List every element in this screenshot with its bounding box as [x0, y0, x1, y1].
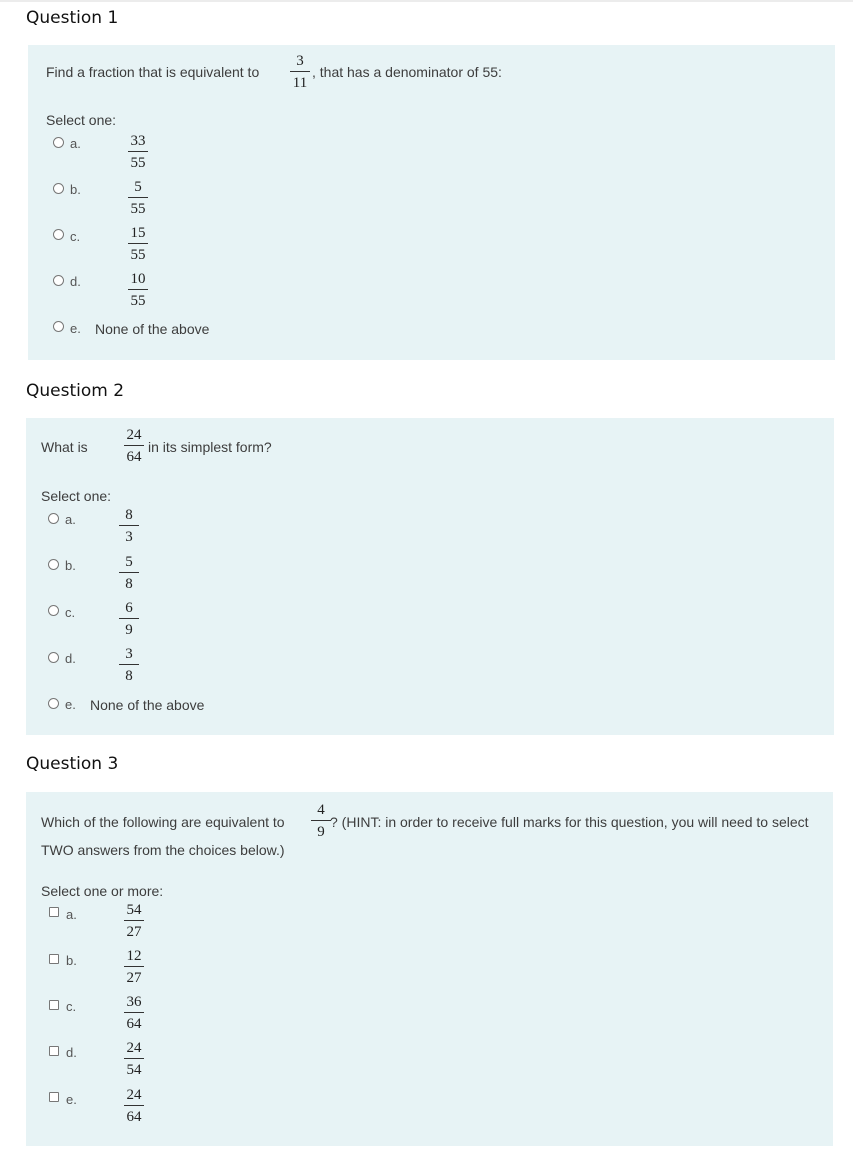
question-3-option-d-label[interactable]: d. [66, 1045, 77, 1060]
question-3-option-e-label[interactable]: e. [66, 1092, 77, 1107]
question-1-option-c-radio[interactable] [53, 229, 64, 240]
fraction-denominator: 9 [125, 622, 133, 638]
question-1-option-b-label[interactable]: b. [70, 182, 81, 197]
question-3-stem-after: ? (HINT: in order to receive full marks for this question, you will need to select [330, 814, 809, 830]
fraction-denominator: 55 [130, 201, 146, 217]
question-3-option-d-fraction[interactable] [119, 1039, 149, 1079]
question-2-option-e-radio[interactable] [48, 698, 59, 709]
question-2-stem-after: in its simplest form? [148, 439, 272, 455]
fraction-numerator: 6 [125, 600, 133, 616]
question-1-option-a-radio[interactable] [53, 137, 64, 148]
question-2-option-c-radio[interactable] [48, 605, 59, 616]
question-3-option-b-fraction[interactable] [119, 947, 149, 987]
fraction-denominator: 55 [130, 155, 146, 171]
fraction-denominator: 27 [126, 924, 142, 940]
fraction-numerator: 36 [126, 994, 142, 1010]
question-3-option-a-checkbox[interactable] [49, 907, 59, 917]
fraction-numerator: 15 [130, 225, 146, 241]
question-3-select-text: Select one or more: [41, 883, 164, 899]
question-1-option-a-fraction[interactable] [123, 132, 153, 172]
question-1-stem-before: Find a fraction that is equivalent to [46, 64, 260, 80]
question-1-option-d-fraction[interactable] [123, 270, 153, 310]
question-3-option-d-checkbox[interactable] [49, 1046, 59, 1056]
fraction-numerator: 3 [125, 646, 133, 662]
question-2-option-c-fraction[interactable] [114, 599, 144, 639]
question-3-option-e-fraction[interactable] [119, 1086, 149, 1126]
fraction-numerator: 54 [126, 902, 142, 918]
question-2-option-b-radio[interactable] [48, 559, 59, 570]
question-3-stem-line2: TWO answers from the choices below.) [41, 842, 285, 858]
question-2-option-d-radio[interactable] [48, 652, 59, 663]
question-1-stem-fraction [285, 52, 315, 92]
fraction-denominator: 27 [126, 970, 142, 986]
fraction-denominator: 55 [130, 247, 146, 263]
question-1-option-d-radio[interactable] [53, 275, 64, 286]
question-2-stem-fraction [119, 426, 149, 466]
question-1-select-text: Select one: [46, 112, 117, 128]
question-2-stem-before: What is [41, 439, 88, 455]
question-3-option-c-fraction[interactable] [119, 993, 149, 1033]
question-2-option-b-label[interactable]: b. [65, 558, 76, 573]
question-1-title: Question 1 [26, 8, 119, 28]
question-3-option-c-checkbox[interactable] [49, 1000, 59, 1010]
fraction-numerator: 8 [125, 507, 133, 523]
question-2-select-text: Select one: [41, 488, 112, 504]
question-2-option-a-label[interactable]: a. [65, 512, 76, 527]
fraction-denominator: 54 [126, 1062, 142, 1078]
question-3-stem-before: Which of the following are equivalent to [41, 814, 285, 830]
question-1-option-d-label[interactable]: d. [70, 274, 81, 289]
fraction-numerator: 33 [130, 133, 146, 149]
question-1-option-e-text[interactable]: None of the above [95, 321, 210, 337]
fraction-numerator: 24 [126, 1040, 142, 1056]
question-1-stem-after: , that has a denominator of 55: [312, 64, 502, 80]
question-3-option-e-checkbox[interactable] [49, 1092, 59, 1102]
fraction-denominator: 64 [126, 1016, 142, 1032]
question-3-option-c-label[interactable]: c. [66, 999, 77, 1014]
question-3-option-b-label[interactable]: b. [66, 953, 77, 968]
fraction-numerator: 10 [130, 271, 146, 287]
fraction-numerator: 24 [126, 1087, 142, 1103]
question-1-option-b-radio[interactable] [53, 183, 64, 194]
fraction-numerator: 12 [126, 948, 142, 964]
question-2-option-b-fraction[interactable] [114, 553, 144, 593]
question-1-option-c-fraction[interactable] [123, 224, 153, 264]
question-2-option-e-label[interactable]: e. [65, 697, 76, 712]
question-2-option-e-text[interactable]: None of the above [90, 697, 205, 713]
question-1-option-e-radio[interactable] [53, 321, 64, 332]
fraction-denominator: 3 [125, 529, 133, 545]
fraction-denominator: 55 [130, 293, 146, 309]
fraction-denominator: 9 [317, 824, 325, 840]
question-3-option-a-fraction[interactable] [119, 901, 149, 941]
fraction-denominator: 11 [292, 75, 308, 91]
fraction-numerator: 24 [126, 427, 142, 443]
fraction-numerator: 5 [125, 554, 133, 570]
fraction-numerator: 4 [317, 802, 325, 818]
question-3-option-b-checkbox[interactable] [49, 954, 59, 964]
question-2-title: Questiom 2 [26, 381, 125, 401]
question-1-option-a-label[interactable]: a. [70, 136, 81, 151]
question-3-title: Question 3 [26, 754, 119, 774]
question-2-option-d-fraction[interactable] [114, 645, 144, 685]
fraction-numerator: 5 [134, 179, 142, 195]
fraction-denominator: 8 [125, 668, 133, 684]
question-2-option-a-fraction[interactable] [114, 506, 144, 546]
question-3-option-a-label[interactable]: a. [66, 907, 77, 922]
fraction-denominator: 64 [126, 449, 142, 465]
question-1-option-e-label[interactable]: e. [70, 321, 81, 336]
question-1-option-c-label[interactable]: c. [70, 229, 81, 244]
question-2-option-c-label[interactable]: c. [65, 605, 76, 620]
question-1-option-b-fraction[interactable] [123, 178, 153, 218]
fraction-numerator: 3 [296, 53, 304, 69]
question-2-option-a-radio[interactable] [48, 513, 59, 524]
fraction-denominator: 8 [125, 576, 133, 592]
top-divider [0, 0, 853, 2]
fraction-denominator: 64 [126, 1109, 142, 1125]
question-2-option-d-label[interactable]: d. [65, 651, 76, 666]
